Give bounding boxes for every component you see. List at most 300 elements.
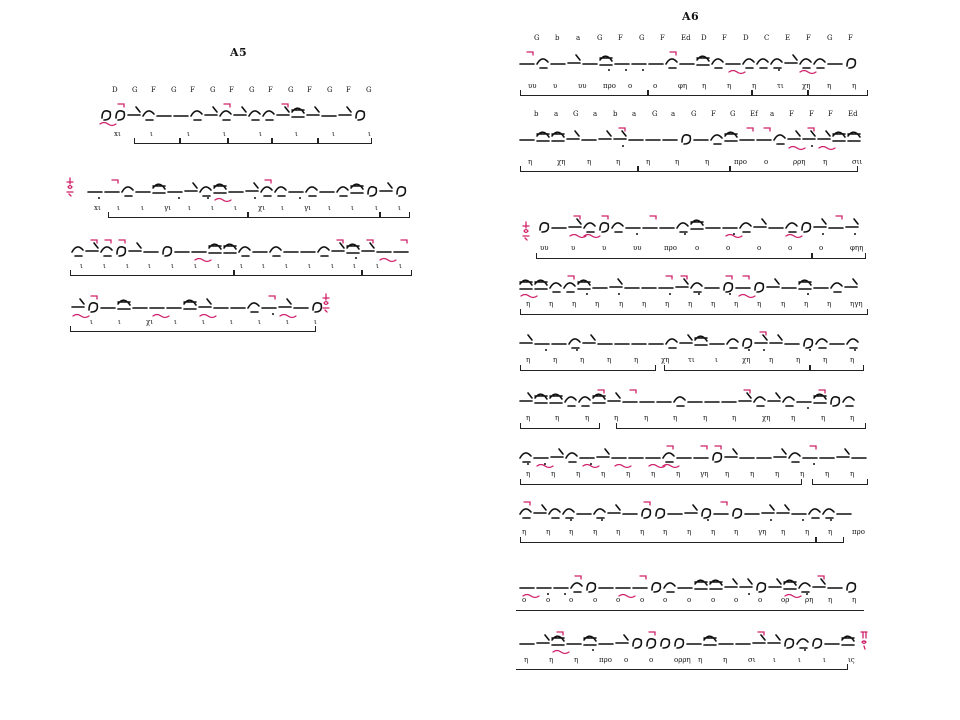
syllable: a bbox=[770, 110, 775, 118]
neume-glyph bbox=[710, 580, 722, 589]
syllable: Ed bbox=[848, 110, 858, 118]
phrase-bracket bbox=[228, 138, 272, 144]
neume-glyph bbox=[261, 187, 272, 196]
neume-dot bbox=[830, 519, 832, 521]
syllable: ι bbox=[223, 130, 226, 138]
neume-glyph bbox=[755, 283, 763, 292]
neume-line bbox=[518, 442, 868, 468]
syllable: ο bbox=[522, 596, 527, 604]
red-rhythm-sign bbox=[743, 276, 749, 279]
syllable: ι bbox=[211, 204, 214, 212]
neume-glyph bbox=[743, 59, 754, 68]
neume-dot bbox=[299, 197, 301, 199]
syllable: F bbox=[346, 86, 351, 94]
phrase-brackets bbox=[108, 212, 418, 220]
neume-glyph bbox=[769, 579, 781, 587]
neume-glyph bbox=[351, 184, 363, 193]
syllable: ι bbox=[150, 130, 153, 138]
syllable: ις bbox=[848, 656, 855, 664]
syllable: η bbox=[553, 356, 558, 364]
neume-glyph bbox=[594, 509, 605, 518]
red-ornament-sign bbox=[819, 147, 835, 150]
neume-glyph bbox=[72, 299, 84, 307]
syllable: η bbox=[725, 470, 730, 478]
syllable: G bbox=[327, 86, 333, 94]
phrase-bracket bbox=[638, 166, 730, 172]
neume-glyph bbox=[214, 184, 226, 193]
neume-glyph bbox=[275, 187, 286, 196]
phrase-brackets bbox=[520, 479, 870, 487]
neume-glyph bbox=[831, 397, 839, 406]
syllable: ι bbox=[126, 262, 129, 270]
neume-dot bbox=[698, 293, 700, 295]
syllable: η bbox=[800, 470, 805, 478]
neume-glyph bbox=[768, 635, 780, 643]
neume-glyph bbox=[800, 59, 811, 68]
syllable: η bbox=[616, 158, 621, 166]
phrase-brackets bbox=[516, 664, 856, 672]
neume-glyph bbox=[754, 219, 766, 227]
neume-glyph bbox=[713, 453, 721, 462]
phrase-bracket bbox=[516, 664, 848, 670]
syllable: ι bbox=[375, 204, 378, 212]
neume-line bbox=[70, 292, 330, 318]
neume-line bbox=[98, 100, 378, 126]
phrase-brackets bbox=[520, 537, 870, 545]
neume-glyph bbox=[831, 283, 842, 292]
phrase-bracket bbox=[134, 138, 180, 144]
syllable: σι bbox=[748, 656, 756, 664]
neume-glyph bbox=[224, 244, 236, 253]
neume-dot bbox=[570, 519, 572, 521]
neume-glyph bbox=[816, 339, 827, 348]
syllable: F bbox=[806, 34, 811, 42]
neume-glyph bbox=[666, 339, 677, 348]
neume-glyph bbox=[677, 223, 688, 232]
syllable: a bbox=[632, 110, 637, 118]
syllable: F bbox=[190, 86, 195, 94]
syllable: ι bbox=[398, 204, 401, 212]
neume-glyph bbox=[616, 635, 628, 643]
red-rhythm-sign bbox=[401, 240, 407, 243]
neume-glyph bbox=[569, 339, 580, 348]
syllable: ορρη bbox=[674, 656, 691, 664]
neume-glyph bbox=[593, 394, 605, 403]
neume-dot bbox=[254, 197, 256, 199]
neume-glyph bbox=[220, 111, 231, 120]
syllable: ι bbox=[295, 130, 298, 138]
neume-glyph bbox=[656, 509, 664, 518]
neume-line bbox=[518, 498, 868, 524]
neume-glyph bbox=[743, 339, 751, 348]
syllable: ι bbox=[351, 204, 354, 212]
syllable: η bbox=[595, 300, 600, 308]
phrase-bracket bbox=[520, 166, 638, 172]
right-panel-title: A6 bbox=[682, 10, 700, 23]
phrase-bracket bbox=[536, 253, 812, 259]
syllable-row bbox=[522, 528, 868, 537]
left-pitch-labels bbox=[112, 86, 392, 96]
neume-line bbox=[518, 628, 858, 654]
neume-glyph bbox=[612, 223, 623, 232]
neume-glyph bbox=[753, 635, 765, 643]
syllable: G bbox=[288, 86, 294, 94]
syllable: F bbox=[151, 86, 156, 94]
phrase-bracket bbox=[812, 253, 866, 259]
red-ornament-sign bbox=[729, 71, 745, 74]
neume-glyph bbox=[608, 393, 620, 401]
syllable: η bbox=[705, 158, 710, 166]
syllable-row bbox=[526, 470, 866, 479]
neume-glyph bbox=[568, 55, 580, 63]
neume-glyph bbox=[727, 339, 738, 348]
neume-glyph bbox=[567, 131, 579, 139]
red-rhythm-sign bbox=[575, 576, 581, 579]
right-notation-panel bbox=[512, 6, 872, 676]
neume-glyph bbox=[332, 243, 344, 251]
syllable: xι bbox=[94, 204, 101, 212]
syllable: η bbox=[526, 414, 531, 422]
syllable: η bbox=[850, 470, 855, 478]
red-rhythm-sign bbox=[721, 502, 727, 505]
syllable: b bbox=[534, 110, 539, 118]
neume-glyph bbox=[534, 505, 546, 513]
neume-glyph bbox=[128, 107, 140, 115]
neume-glyph bbox=[143, 111, 154, 120]
syllable: η bbox=[593, 528, 598, 536]
red-rhythm-sign bbox=[119, 240, 125, 243]
syllable: Ed bbox=[681, 34, 691, 42]
syllable: F bbox=[809, 110, 814, 118]
left-notation-panel bbox=[70, 40, 420, 340]
neume-glyph bbox=[569, 219, 581, 227]
neume-glyph bbox=[847, 583, 855, 592]
syllable: ο bbox=[695, 244, 700, 252]
syllable: ι bbox=[308, 262, 311, 270]
neume-glyph bbox=[292, 108, 304, 117]
neume-glyph bbox=[846, 219, 858, 227]
syllable: C bbox=[764, 34, 770, 42]
syllable: η bbox=[675, 158, 680, 166]
syllable: E bbox=[785, 34, 791, 42]
phrase-bracket bbox=[180, 138, 228, 144]
right-pitch-labels-1 bbox=[534, 34, 864, 44]
neume-glyph bbox=[209, 244, 221, 253]
neume-glyph bbox=[566, 453, 577, 462]
syllable: χι bbox=[258, 204, 265, 212]
neume-glyph bbox=[307, 107, 319, 115]
red-ornament-sign bbox=[739, 295, 755, 298]
red-rhythm-sign bbox=[105, 240, 111, 243]
neume-glyph bbox=[845, 279, 857, 287]
red-rhythm-sign bbox=[265, 180, 271, 183]
syllable: ι bbox=[353, 262, 356, 270]
syllable: χη bbox=[661, 356, 670, 364]
neume-glyph bbox=[279, 299, 291, 307]
neume-dot bbox=[272, 313, 274, 315]
neume-glyph bbox=[540, 223, 548, 232]
neume-glyph bbox=[661, 639, 669, 648]
syllable: G bbox=[573, 110, 579, 118]
syllable: ο bbox=[764, 158, 769, 166]
syllable: η bbox=[676, 470, 681, 478]
syllable: η bbox=[546, 528, 551, 536]
syllable: γη bbox=[758, 528, 767, 536]
neume-glyph bbox=[117, 247, 125, 256]
phrase-bracket bbox=[520, 309, 868, 315]
syllable: χη bbox=[742, 356, 751, 364]
neume-glyph bbox=[762, 505, 774, 513]
neume-glyph bbox=[783, 397, 794, 406]
neume-glyph bbox=[248, 303, 259, 312]
neume-glyph bbox=[809, 509, 820, 518]
neume-dot bbox=[854, 349, 856, 351]
neume-glyph bbox=[777, 505, 789, 513]
neume-dot bbox=[207, 197, 209, 199]
syllable: ι bbox=[262, 262, 265, 270]
neume-dot bbox=[590, 463, 592, 465]
neume-glyph bbox=[799, 583, 810, 592]
neume-glyph bbox=[185, 183, 197, 191]
red-ornament-sign bbox=[521, 295, 537, 298]
syllable: τι bbox=[688, 356, 695, 364]
neume-dot bbox=[618, 293, 620, 295]
red-rhythm-sign bbox=[112, 180, 118, 183]
syllable: η bbox=[640, 528, 645, 536]
phrase-bracket bbox=[362, 270, 412, 276]
syllable: η bbox=[687, 528, 692, 536]
syllable: η bbox=[850, 414, 855, 422]
neume-glyph bbox=[754, 397, 765, 406]
neume-dot bbox=[622, 145, 624, 147]
red-rhythm-sign bbox=[644, 502, 650, 505]
neume-dot bbox=[684, 233, 686, 235]
red-rhythm-sign bbox=[649, 632, 655, 635]
phrase-bracket bbox=[272, 138, 318, 144]
neume-glyph bbox=[600, 223, 608, 232]
syllable: χη bbox=[762, 414, 771, 422]
phrase-bracket bbox=[248, 212, 380, 218]
neume-glyph bbox=[571, 583, 582, 592]
neume-glyph bbox=[739, 393, 751, 401]
syllable: η bbox=[804, 300, 809, 308]
neume-dot bbox=[733, 233, 735, 235]
phrase-bracket bbox=[520, 365, 656, 371]
red-rhythm-sign bbox=[269, 296, 275, 299]
right-pitch-labels-2 bbox=[534, 110, 864, 120]
neume-glyph bbox=[647, 639, 655, 648]
syllable: η bbox=[616, 528, 621, 536]
neume-glyph bbox=[583, 335, 595, 343]
syllable: η bbox=[734, 300, 739, 308]
neume-glyph bbox=[680, 335, 692, 343]
neume-glyph bbox=[740, 579, 752, 587]
red-ornament-sign bbox=[73, 315, 89, 318]
neume-glyph bbox=[814, 59, 825, 68]
phrase-brackets bbox=[70, 326, 320, 334]
syllable: σιι bbox=[852, 158, 863, 166]
neume-glyph bbox=[608, 505, 620, 513]
neume-glyph bbox=[163, 247, 171, 256]
neume-line bbox=[518, 124, 868, 150]
neume-glyph bbox=[803, 131, 815, 139]
syllable: γι bbox=[304, 204, 311, 212]
syllable: ι bbox=[332, 130, 335, 138]
neume-glyph bbox=[685, 505, 697, 513]
syllable: ι bbox=[90, 318, 93, 326]
syllable: η bbox=[526, 470, 531, 478]
martyria-sign bbox=[320, 292, 332, 314]
syllable: προ bbox=[603, 82, 616, 90]
neume-glyph bbox=[642, 509, 650, 518]
syllable: F bbox=[618, 34, 623, 42]
neume-dot bbox=[669, 293, 671, 295]
neume-dot bbox=[770, 519, 772, 521]
red-rhythm-sign bbox=[810, 446, 816, 449]
red-rhythm-sign bbox=[667, 446, 673, 449]
neume-glyph bbox=[848, 132, 860, 141]
red-rhythm-sign bbox=[640, 576, 646, 579]
syllable: ο bbox=[593, 596, 598, 604]
neume-glyph bbox=[587, 583, 595, 592]
neume-dot bbox=[98, 197, 100, 199]
neume-glyph bbox=[122, 187, 133, 196]
red-ornament-sign bbox=[215, 199, 231, 202]
neume-glyph bbox=[199, 299, 211, 307]
syllable: ι bbox=[188, 204, 191, 212]
neume-glyph bbox=[666, 59, 677, 68]
syllable: η bbox=[823, 158, 828, 166]
syllable: ι bbox=[80, 262, 83, 270]
syllable: ι bbox=[234, 204, 237, 212]
neume-dot bbox=[625, 69, 627, 71]
syllable-row bbox=[526, 356, 866, 365]
syllable: χη bbox=[802, 82, 811, 90]
neume-glyph bbox=[725, 132, 737, 141]
syllable: η bbox=[555, 414, 560, 422]
syllable: η bbox=[781, 300, 786, 308]
syllable: η bbox=[752, 82, 757, 90]
syllable-row bbox=[540, 244, 866, 253]
syllable: η bbox=[673, 414, 678, 422]
neume-glyph bbox=[695, 336, 707, 345]
neume-dot bbox=[729, 293, 731, 295]
syllable: G bbox=[652, 110, 658, 118]
neume-glyph bbox=[356, 111, 364, 120]
neume-glyph bbox=[774, 135, 785, 144]
neume-glyph bbox=[552, 132, 564, 141]
syllable: η bbox=[607, 356, 612, 364]
syllable: xι bbox=[114, 130, 121, 138]
neume-glyph bbox=[200, 187, 211, 196]
syllable: G bbox=[597, 34, 603, 42]
phrase-bracket bbox=[108, 212, 248, 218]
red-rhythm-sign bbox=[715, 446, 721, 449]
syllable: G bbox=[171, 86, 177, 94]
neume-dot bbox=[355, 257, 357, 259]
neume-glyph bbox=[263, 111, 274, 120]
phrase-bracket bbox=[234, 270, 362, 276]
syllable: η bbox=[791, 414, 796, 422]
syllable: υ bbox=[571, 244, 576, 252]
neume-dot bbox=[778, 69, 780, 71]
phrase-bracket bbox=[520, 90, 648, 96]
syllable: η bbox=[823, 356, 828, 364]
syllable: ο bbox=[663, 596, 668, 604]
neume-glyph bbox=[191, 111, 202, 120]
neume-glyph bbox=[72, 247, 83, 256]
neume-glyph bbox=[676, 279, 688, 287]
neume-glyph bbox=[813, 579, 825, 587]
syllable: ι bbox=[286, 318, 289, 326]
neume-glyph bbox=[757, 583, 765, 592]
neume-glyph bbox=[847, 59, 855, 68]
syllable: ι bbox=[230, 318, 233, 326]
neume-glyph bbox=[337, 187, 348, 196]
syllable: F bbox=[789, 110, 794, 118]
neume-glyph bbox=[205, 107, 217, 115]
syllable: η bbox=[775, 470, 780, 478]
neume-glyph bbox=[520, 509, 531, 518]
syllable: F bbox=[828, 110, 833, 118]
syllable: η bbox=[703, 414, 708, 422]
syllable: ι bbox=[174, 318, 177, 326]
neume-glyph bbox=[814, 219, 826, 227]
syllable: προ bbox=[599, 656, 612, 664]
neume-dot bbox=[564, 593, 566, 595]
syllable: ι bbox=[202, 318, 205, 326]
syllable: G bbox=[366, 86, 372, 94]
neume-glyph bbox=[599, 131, 611, 139]
syllable: ι bbox=[281, 204, 284, 212]
red-rhythm-sign bbox=[524, 502, 530, 505]
syllable: προ bbox=[852, 528, 865, 536]
neume-glyph bbox=[757, 59, 768, 68]
syllable: ι bbox=[773, 656, 776, 664]
neume-glyph bbox=[89, 303, 97, 312]
neume-dot bbox=[178, 197, 180, 199]
neume-dot bbox=[544, 463, 546, 465]
neume-glyph bbox=[725, 449, 737, 457]
syllable: G bbox=[132, 86, 138, 94]
syllable: D bbox=[701, 34, 707, 42]
neume-glyph bbox=[813, 639, 821, 648]
phrase-bracket bbox=[816, 537, 844, 543]
neume-glyph bbox=[814, 394, 826, 403]
syllable: ο bbox=[649, 656, 654, 664]
neume-dot bbox=[763, 349, 765, 351]
syllable: a bbox=[576, 34, 581, 42]
phrase-bracket bbox=[648, 90, 752, 96]
neume-glyph bbox=[740, 223, 751, 232]
syllable: η bbox=[619, 300, 624, 308]
neume-dot bbox=[854, 233, 856, 235]
neume-glyph bbox=[785, 639, 793, 648]
syllable: η bbox=[569, 528, 574, 536]
phrase-bracket bbox=[520, 479, 802, 485]
syllable: ο bbox=[726, 244, 731, 252]
syllable: ι bbox=[285, 262, 288, 270]
syllable: F bbox=[660, 34, 665, 42]
neume-line bbox=[518, 272, 868, 298]
neume-glyph bbox=[520, 393, 532, 401]
syllable: G bbox=[534, 34, 540, 42]
syllable: ο bbox=[819, 244, 824, 252]
neume-glyph bbox=[774, 449, 786, 457]
syllable: ι bbox=[171, 262, 174, 270]
neume-glyph bbox=[843, 397, 854, 406]
syllable: η bbox=[711, 528, 716, 536]
